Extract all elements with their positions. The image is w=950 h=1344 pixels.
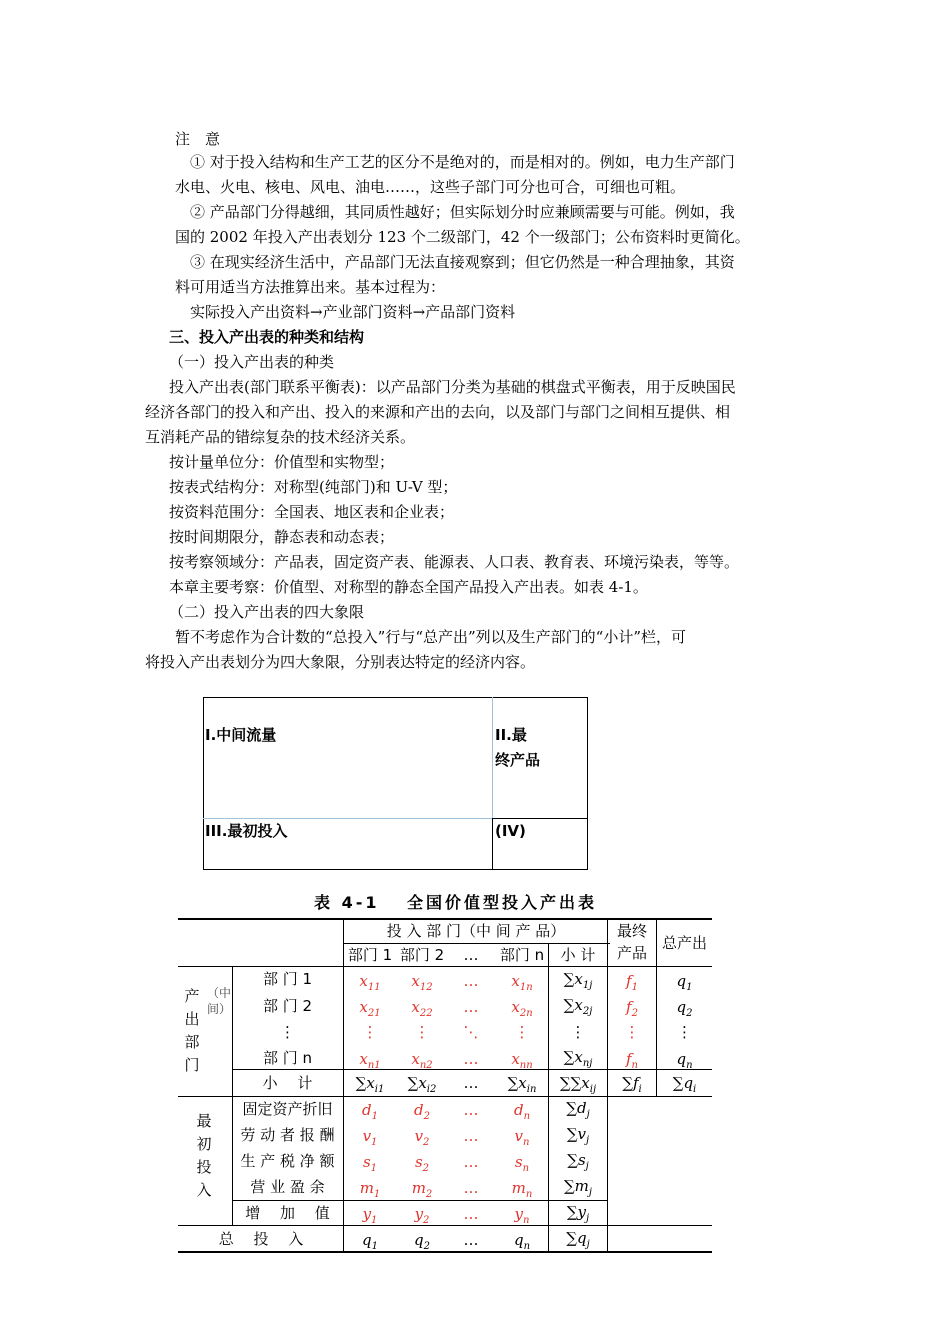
math-cell: $f_1$	[626, 972, 638, 993]
note-line: 料可用适当方法推算出来。基本过程为：	[175, 278, 446, 296]
math-cell: $\sum m_j$	[563, 1177, 593, 1198]
math-cell: $\sum x_{1j}$	[563, 970, 593, 991]
math-cell: …	[463, 1101, 479, 1119]
math-cell: $m_1$	[359, 1179, 381, 1200]
primary-row-label: 增 加 值	[245, 1204, 330, 1222]
math-cell: $\sum f_i$	[622, 1074, 642, 1095]
math-cell: $q_2$	[676, 998, 693, 1019]
classification-line: 按考察领域分：产品表，固定资产表、能源表、人口表、教育表、环境污染表，等等。	[169, 553, 740, 571]
math-cell: $y_1$	[362, 1205, 378, 1226]
math-cell: …	[463, 972, 479, 990]
math-cell: ⋱	[463, 1023, 479, 1041]
math-cell: …	[463, 1205, 479, 1223]
classification-line: 按计量单位分：价值型和实物型；	[169, 453, 395, 471]
math-cell: $\sum x_{i1}$	[355, 1074, 385, 1095]
classification-line: 按时间期限分，静态表和动态表；	[169, 528, 395, 546]
math-cell: $d_n$	[513, 1101, 531, 1122]
col-header: 部门 n	[499, 946, 545, 964]
math-cell: $m_n$	[511, 1179, 533, 1200]
input-dept-header: 投 入 部 门（中 间 产 品）	[386, 922, 566, 940]
math-cell: $\sum x_{i2}$	[407, 1074, 437, 1095]
section-title: 三、投入产出表的种类和结构	[169, 328, 365, 346]
math-cell: $\sum v_j$	[566, 1125, 590, 1146]
math-cell: $\sum x_{in}$	[507, 1074, 537, 1095]
primary-row-label: 生 产 税 净 额	[240, 1152, 335, 1170]
math-cell: $y_n$	[514, 1205, 530, 1226]
col-header: …	[463, 946, 479, 964]
col-header: 部门 2	[399, 946, 445, 964]
math-cell: $d_2$	[414, 1101, 430, 1122]
math-cell: $x_{n2}$	[411, 1050, 433, 1071]
quadrant-3-label: III.最初投入	[205, 822, 288, 840]
paragraph-line: 暂不考虑作为合计数的“总投入”行与“总产出”列以及生产部门的“小计”栏，可	[175, 628, 687, 646]
math-cell: $\sum q_i$	[672, 1074, 697, 1095]
primary-row-label: 劳 动 者 报 酬	[240, 1126, 335, 1144]
col-header: 部门 1	[347, 946, 393, 964]
math-cell: $x_{nn}$	[511, 1050, 533, 1071]
math-cell: $y_2$	[414, 1205, 430, 1226]
math-cell: ⋮	[414, 1023, 430, 1041]
note-line: 国的 2002 年投入产出表划分 123 个二级部门，42 个一级部门；公布资料时更简化。	[175, 228, 750, 246]
paragraph-line: 经济各部门的投入和产出、投入的来源和产出的去向，以及部门与部门之间相互提供、相	[145, 403, 731, 421]
math-cell: $q_n$	[513, 1231, 531, 1252]
math-cell: $q_1$	[362, 1231, 378, 1252]
math-cell: $q_2$	[414, 1231, 430, 1252]
math-cell: $x_{21}$	[359, 998, 381, 1019]
col-header: 小 计	[560, 946, 596, 964]
note-line: 水电、火电、核电、风电、油电……，这些子部门可分也可合，可细也可粗。	[175, 178, 686, 196]
math-cell: $v_1$	[362, 1127, 378, 1148]
math-cell: $d_1$	[362, 1101, 378, 1122]
subsection-title: （二）投入产出表的四大象限	[169, 603, 365, 621]
math-cell: $x_{2n}$	[511, 998, 533, 1019]
math-cell: …	[463, 1127, 479, 1145]
quadrant-divider	[492, 818, 493, 870]
quadrant-2-label: II.最	[495, 726, 527, 744]
math-cell: $f_n$	[625, 1050, 638, 1071]
note-line: ① 对于投入结构和生产工艺的区分不是绝对的，而是相对的。例如，电力生产部门	[190, 153, 735, 171]
paragraph-line: 将投入产出表划分为四大象限，分别表达特定的经济内容。	[145, 653, 536, 671]
final-product-header: 最终	[616, 922, 647, 940]
output-dept-label: 产出部门	[184, 987, 200, 1074]
math-cell: $x_{11}$	[359, 972, 381, 993]
math-cell: $\sum d_j$	[566, 1099, 590, 1120]
math-cell: $s_1$	[362, 1153, 378, 1174]
math-cell: $x_{12}$	[411, 972, 433, 993]
math-cell: $s_n$	[514, 1153, 530, 1174]
math-cell: …	[463, 998, 479, 1016]
math-cell: ⋮	[677, 1023, 692, 1041]
math-cell: $\sum y_j$	[566, 1203, 590, 1224]
math-cell: ⋮	[362, 1023, 378, 1041]
note-line: ③ 在现实经济生活中，产品部门无法直接观察到；但它仍然是一种合理抽象，其资	[190, 253, 735, 271]
note-line: 实际投入产出资料→产业部门资料→产品部门资料	[190, 303, 516, 321]
final-product-header: 产品	[616, 944, 647, 962]
math-cell: $\sum x_{2j}$	[563, 996, 593, 1017]
quadrant-4-label: (IV)	[495, 822, 526, 840]
math-cell: …	[463, 1050, 479, 1068]
math-cell: $\sum\sum x_{ij}$	[559, 1074, 597, 1095]
math-cell: …	[463, 1231, 479, 1249]
row-label: 部 门 1	[262, 970, 313, 988]
paragraph-line: 投入产出表(部门联系平衡表)：以产品部门分类为基础的棋盘式平衡表，用于反映国民	[169, 378, 736, 396]
subtotal-row-label: 小 计	[262, 1074, 313, 1092]
math-cell: $s_2$	[414, 1153, 430, 1174]
note-line: ② 产品部门分得越细，其同质性越好；但实际划分时应兼顾需要与可能。例如，我	[190, 203, 735, 221]
math-cell: $f_2$	[626, 998, 638, 1019]
math-cell: $m_2$	[411, 1179, 433, 1200]
math-cell: $v_2$	[414, 1127, 430, 1148]
math-cell: $x_{22}$	[411, 998, 433, 1019]
classification-line: 按表式结构分：对称型(纯部门)和 U-V 型；	[169, 478, 458, 496]
math-cell: ⋮	[570, 1023, 586, 1041]
total-input-label: 总 投 入	[218, 1230, 304, 1248]
math-cell: $\sum q_j$	[566, 1229, 590, 1250]
middle-product-label: （中间）	[207, 986, 232, 1016]
math-cell: …	[463, 1074, 479, 1092]
notes-heading: 注 意	[175, 130, 221, 148]
quadrant-2-label: 终产品	[495, 751, 541, 769]
math-cell: $v_n$	[514, 1127, 530, 1148]
math-cell: $\sum x_{nj}$	[563, 1048, 593, 1069]
math-cell: $q_n$	[676, 1050, 693, 1071]
math-cell: $x_{n1}$	[359, 1050, 381, 1071]
classification-line: 本章主要考察：价值型、对称型的静态全国产品投入产出表。如表 4-1。	[169, 578, 648, 596]
primary-row-label: 营 业 盈 余	[250, 1178, 325, 1196]
row-label: 部 门 n	[262, 1049, 313, 1067]
row-label: ⋮	[280, 1023, 295, 1041]
primary-row-label: 固定资产折旧	[242, 1100, 333, 1118]
math-cell: …	[463, 1153, 479, 1171]
classification-line: 按资料范围分：全国表、地区表和企业表；	[169, 503, 455, 521]
primary-input-label: 最初投入	[196, 1112, 212, 1199]
math-cell: $\sum s_j$	[567, 1151, 589, 1172]
math-cell: …	[463, 1179, 479, 1197]
math-cell: ⋮	[624, 1023, 640, 1041]
table-title: 表 4-1 全国价值型投入产出表	[314, 893, 598, 912]
paragraph-line: 互消耗产品的错综复杂的技术经济关系。	[145, 428, 416, 446]
math-cell: $x_{1n}$	[511, 972, 533, 993]
subsection-title: （一）投入产出表的种类	[169, 353, 335, 371]
row-label: 部 门 2	[262, 997, 313, 1015]
total-output-header: 总产出	[661, 934, 707, 952]
math-cell: $q_1$	[676, 972, 693, 993]
math-cell: ⋮	[514, 1023, 530, 1041]
quadrant-1-label: I.中间流量	[205, 726, 277, 744]
